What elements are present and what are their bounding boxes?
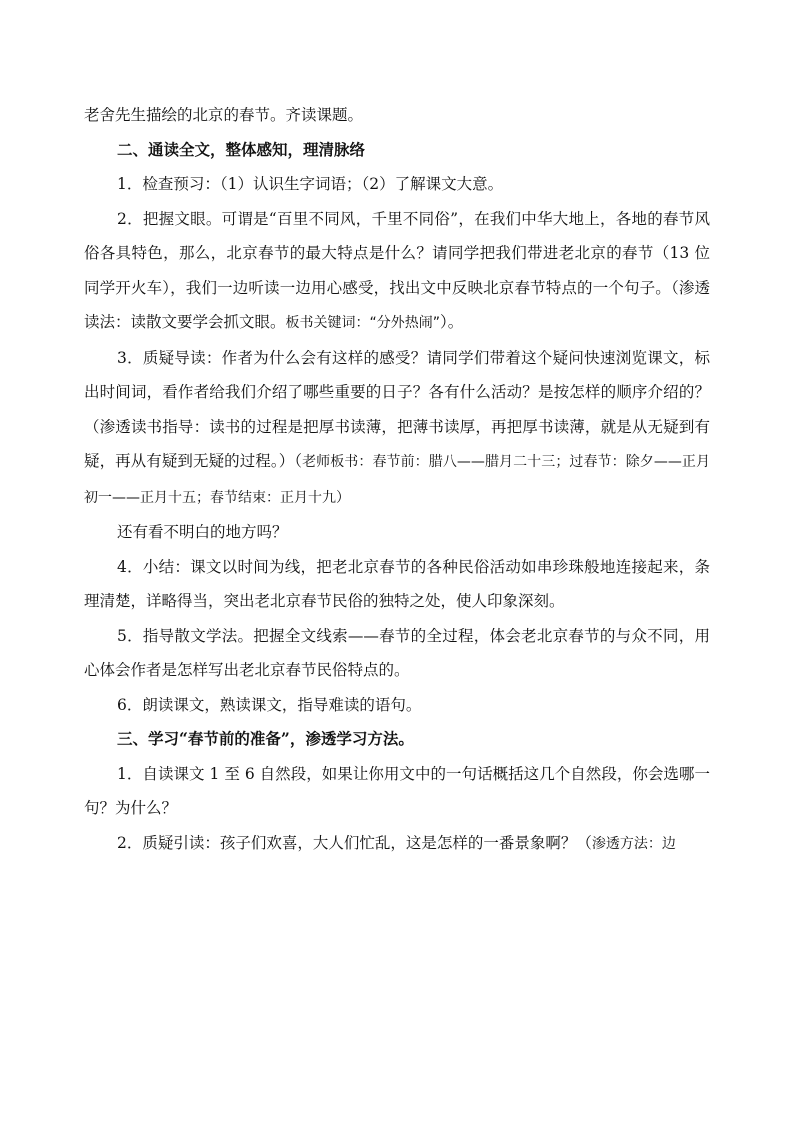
text-run: 2．把握文眼。可谓是“百里不同风，千里不同俗”，在我们中华大地上，各地的春节风俗各具特色，那么，北京春节的最大特点是什么？请同学把我们带进老北京的春节（13 位同学开火车），我们一边听读一边用心感受，找出文中反映北京春节特点的一个句子。（渗透读法：读散文要学会抓文眼。 (84, 209, 710, 331)
document-body (84, 98, 710, 861)
paragraph-summary: 4．小结：课文以时间为线，把老北京春节的各种民俗活动如串珍珠般地连接起来，条理清楚，详略得当，突出老北京春节民俗的独特之处，使人印象深刻。 (84, 557, 710, 610)
text-run: 3．质疑导读：作者为什么会有这样的感受？请同学们带着这个疑问快速浏览课文，标出时间词，看作者给我们介绍了哪些重要的日子？各有什么活动？是按怎样的顺序介绍的？（渗透读书指导：读书的过程是把厚书读薄，把薄书读厚，再把厚书读薄，就是从无疑到有疑，再从有疑到无疑的过程。）（ (84, 348, 710, 470)
board-note: 板书关键词：“分外热闹” (285, 315, 441, 331)
paragraph-prose-method: 5．指导散文学法。把握全文线索——春节的全过程，体会老北京春节的与众不同，用心体会作者是怎样写出老北京春节民俗特点的。 (84, 626, 710, 679)
board-note: 老师板书：春节前：腊八——腊月二十三；过春节：除夕——正月初一——正月十五；春节结束：正月十九） (84, 454, 710, 506)
paragraph-self-read: 1．自读课文 1 至 6 自然段，如果让你用文中的一句话概括这几个自然段，你会选哪一句？为什么？ (84, 764, 710, 817)
paragraph-intro-end: 老舍先生描绘的北京的春节。齐读课题。 (84, 106, 364, 124)
paragraph-read-aloud: 6．朗读课文，熟读课文，指导难读的语句。 (117, 695, 422, 714)
paragraph-key-phrase (84, 202, 710, 341)
paragraph-question: 还有看不明白的地方吗？ (117, 523, 288, 541)
paragraph-preview-check: 1．检查预习：（1）认识生字词语；（2）了解课文大意。 (117, 175, 504, 193)
section-heading-3: 三、学习“春节前的准备”，渗透学习方法。 (117, 729, 414, 748)
paragraph-guided-read (84, 826, 710, 862)
board-note: 渗透方法：边 (591, 835, 676, 852)
section-heading-2: 二、通读全文，整体感知，理清脉络 (117, 139, 366, 159)
text-run: 2．质疑引读：孩子们欢喜，大人们忙乱，这是怎样的一番景象啊？（ (117, 833, 592, 852)
text-run: ）。 (440, 313, 464, 331)
paragraph-question-guide (84, 341, 710, 516)
